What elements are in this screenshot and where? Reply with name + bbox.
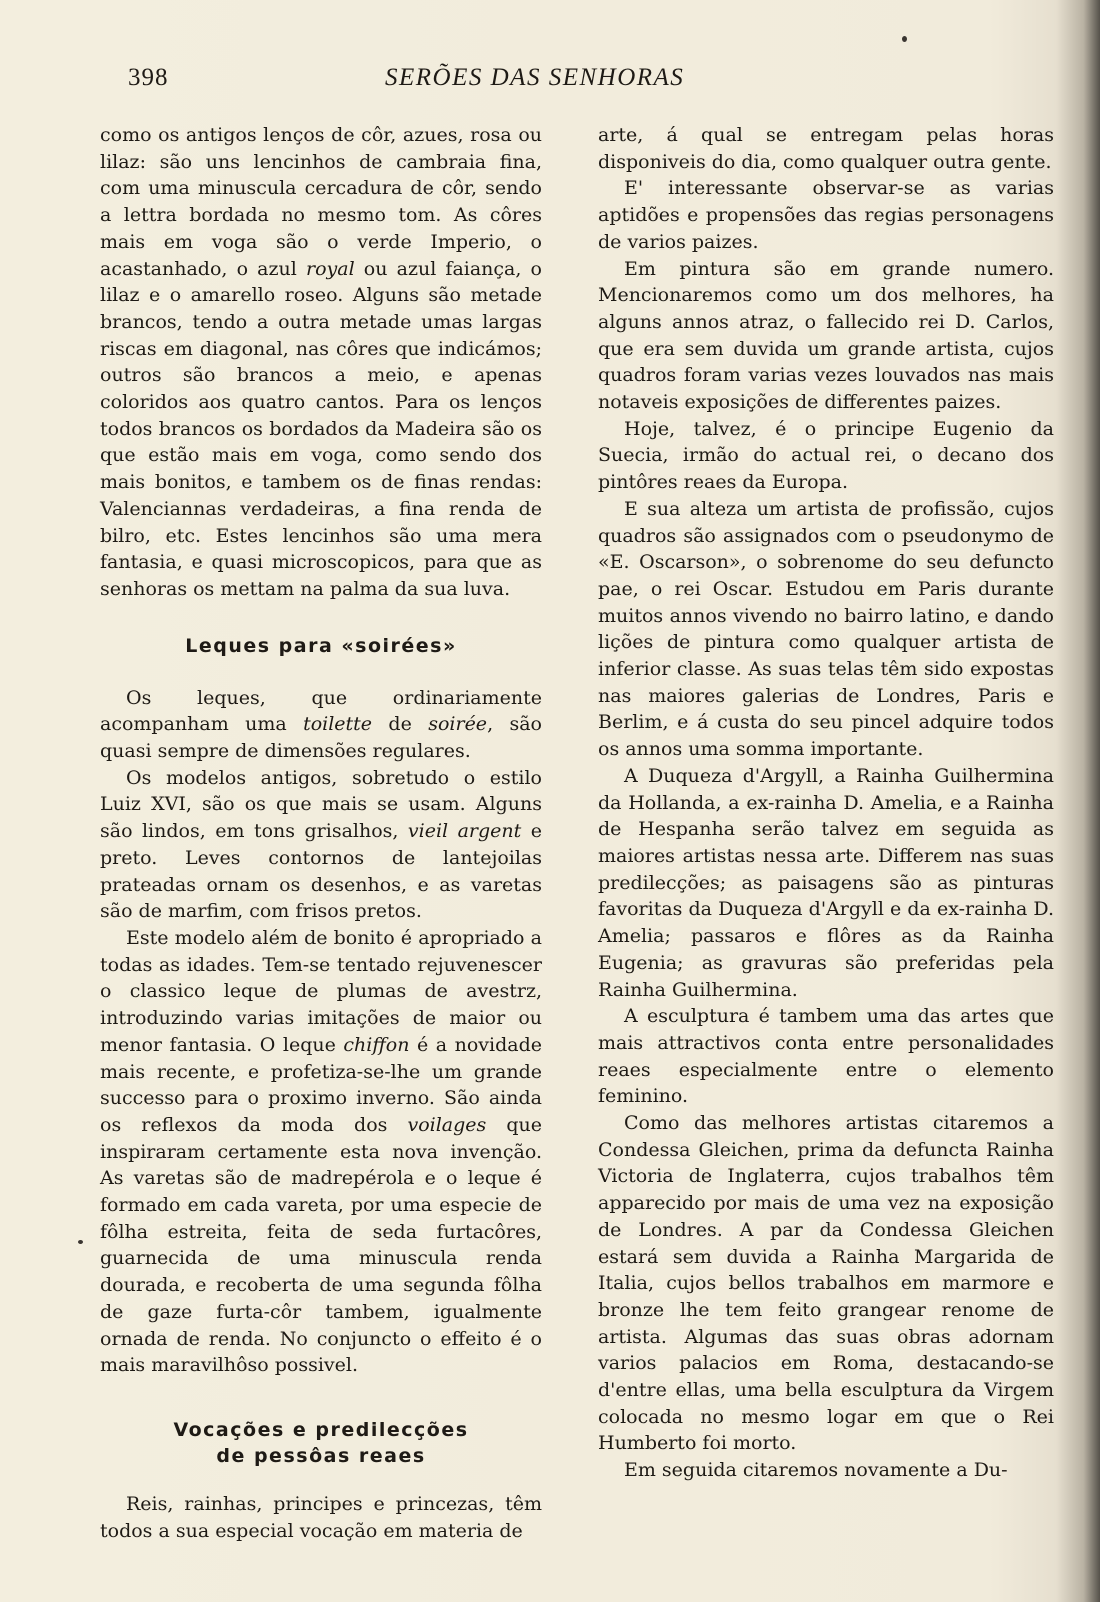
page-header — [0, 62, 1100, 102]
paragraph: E sua alteza um artista de profissão, cujos quadros são assignados com o pseudonymo de «E. Oscarson», o sobrenome do seu defuncto pae, o rei Oscar. Estudou em Paris durante muitos annos vivendo no bairro latino, e dando lições de pintura como qualquer artista de inferior classe. As suas telas têm sido expostas nas maiores galerias de Londres, Paris e Berlim, e á custa do seu pincel adquire todos os annos uma somma importante. — [598, 497, 1054, 761]
paragraph: E' interessante observar-se as varias aptidões e propensões das regias personagens de varios paizes. — [598, 177, 1054, 253]
paragraph: Hoje, talvez, é o principe Eugenio da Suecia, irmão do actual rei, o decano dos pintôres reaes da Europa. — [598, 417, 1054, 494]
section-heading-line: Vocações e predilecções — [173, 1418, 469, 1441]
ink-speck — [78, 1240, 83, 1244]
ink-speck — [902, 36, 907, 42]
paragraph: Os modelos antigos, sobretudo o estilo Luiz XVI, são os que mais se usam. Alguns são lindos, em tons grisalhos, vieil argent e preto. Leves contornos de lantejoilas prateadas ornam os desenhos, e as varetas são de marfim, com frisos pretos. — [100, 766, 542, 923]
section-heading-fans: Leques para «soirées» — [185, 634, 457, 657]
left-column — [100, 122, 542, 1544]
paragraph: Em pintura são em grande numero. Mencionaremos como um dos melhores, ha alguns annos atraz, o fallecido rei D. Carlos, que era sem duvida um grande artista, cujos quadros foram varias vezes louvados nas mais notaveis exposições de differentes paizes. — [598, 257, 1054, 414]
paragraph: Reis, rainhas, principes e princezas, têm todos a sua especial vocação em materia de — [100, 1492, 542, 1542]
right-column — [598, 122, 1054, 1484]
paragraph: como os antigos lenços de côr, azues, rosa ou lilaz: são uns lencinhos de cambraia fina, com uma minuscula cercadura de côr, sendo a lettra bordada no mesmo tom. As côres mais em voga são o verde Imperio, o acastanhado, o azul royal ou azul faiança, o lilaz e o amarello roseo. Alguns são metade brancos, tendo a outra metade umas largas riscas em diagonal, nas côres que indicámos; outros são brancos a meio, e apenas coloridos aos quatro cantos. Para os lenços todos brancos os bordados da Madeira são os que estão mais em voga, como sendo dos mais bonitos, e tambem os de finas rendas: Valenciannas verdadeiras, a fina renda de bilro, etc. Estes lencinhos são uma mera fantasia, e quasi microscopicos, para que as senhoras os mettam na palma da sua luva. — [100, 124, 543, 600]
paragraph: Este modelo além de bonito é apropriado a todas as idades. Tem-se tentado rejuvenescer o classico leque de plumas de avestrz, introduzindo varias imitações de maior ou menor fantasia. O leque chiffon é a novidade mais recente, e profetiza-se-lhe um grande successo para o proximo inverno. São ainda os reflexos da moda dos voilages que inspiraram certamente esta nova invenção. As varetas são de madrepérola e o leque é formado em cada vareta, por uma especie de fôlha estreita, feita de seda furtacôres, guarnecida de uma minuscula renda dourada, e recoberta de uma segunda fôlha de gaze furta-côr tambem, igualmente ornada de renda. No conjuncto o effeito é o mais maravilhôso possivel. — [100, 926, 542, 1377]
page-number: 398 — [128, 64, 169, 91]
paragraph: A esculptura é tambem uma das artes que mais attractivos conta entre personalidades reaes especialmente entre o elemento feminino. — [598, 1005, 1054, 1108]
paragraph: arte, á qual se entregam pelas horas disponiveis do dia, como qualquer outra gente. — [598, 124, 1054, 173]
section-heading-line: de pessôas reaes — [216, 1444, 426, 1467]
paragraph: Em seguida citaremos novamente a Du- — [624, 1459, 1008, 1482]
paragraph: A Duqueza d'Argyll, a Rainha Guilhermina da Hollanda, a ex-rainha D. Amelia, e a Rainha de Hespanha serão talvez em seguida as maiores artistas nessa arte. Differem nas suas predilecções; as paisagens são as pinturas favoritas da Duqueza d'Argyll e da ex-rainha D. Amelia; passaros e flôres as da Rainha Eugenia; as gravuras são preferidas pela Rainha Guilhermina. — [598, 764, 1054, 1001]
section-heading-royal-vocations — [100, 1417, 542, 1469]
running-title: SERÕES DAS SENHORAS — [385, 64, 685, 91]
paragraph: Os leques, que ordinariamente acompanham uma toilette de soirée, são quasi sempre de dimensões regulares. — [100, 686, 542, 763]
paragraph: Como das melhores artistas citaremos a Condessa Gleichen, prima da defuncta Rainha Victoria de Inglaterra, cujos trabalhos têm apparecido por mais de uma vez na exposição de Londres. A par da Condessa Gleichen estará sem duvida a Rainha Margarida de Italia, cujos bellos trabalhos em marmore e bronze lhe tem feito grangear renome de artista. Algumas das suas obras adornam varios palacios em Roma, destacando-se d'entre ellas, uma bella esculptura da Virgem colocada no mesmo logar em que o Rei Humberto foi morto. — [598, 1112, 1054, 1455]
